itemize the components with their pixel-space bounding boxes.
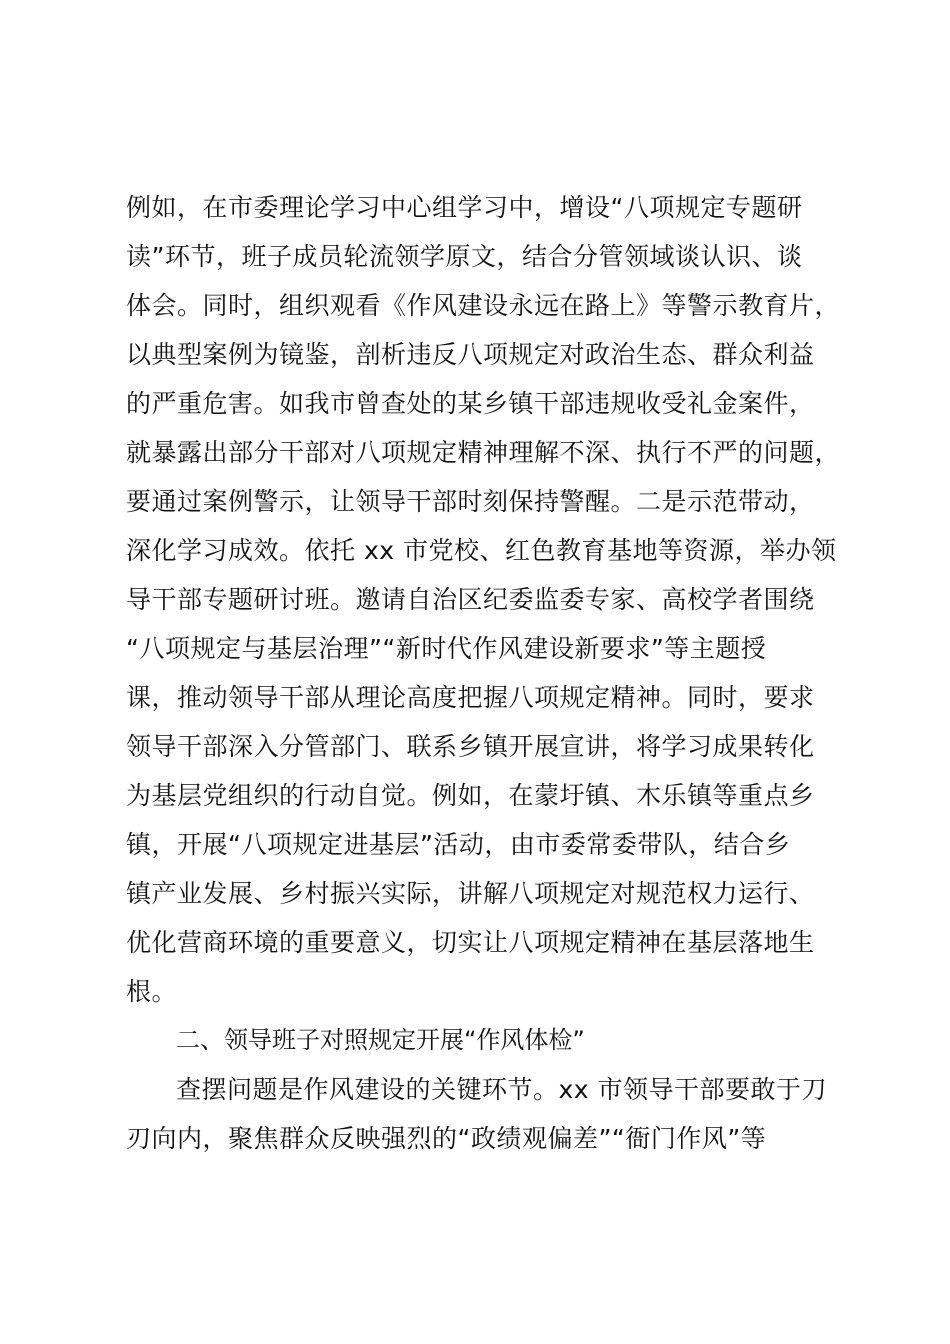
paragraph-line: 就暴露出部分干部对八项规定精神理解不深、执行不严的问题， (126, 438, 841, 467)
document-body (126, 183, 846, 1163)
section-heading: 二、领导班子对照规定开展“作风体检” (176, 1026, 585, 1054)
paragraph-line: 优化营商环境的重要意义，切实让八项规定精神在基层落地生 (126, 928, 815, 957)
paragraph-line: 镇产业发展、乡村振兴实际，讲解八项规定对规范权力运行、 (126, 879, 815, 908)
paragraph-line: 领导干部深入分管部门、联系乡镇开展宣讲，将学习成果转化 (126, 732, 815, 761)
paragraph-line: 课，推动领导干部从理论高度把握八项规定精神。同时，要求 (126, 683, 815, 712)
paragraph-line: 刃向内，聚焦群众反映强烈的“政绩观偏差”“衙门作风”等 (126, 1124, 767, 1153)
paragraph-line: 查摆问题是作风建设的关键环节。xx 市领导干部要敢于刀 (176, 1075, 828, 1104)
paragraph-line: 根。 (126, 977, 178, 1006)
paragraph-line: 例如，在市委理论学习中心组学习中，增设“八项规定专题研 (126, 193, 803, 222)
paragraph-line: 以典型案例为镜鉴，剖析违反八项规定对政治生态、群众利益 (126, 340, 815, 369)
paragraph-line: 的严重危害。如我市曾查处的某乡镇干部违规收受礼金案件， (126, 389, 815, 418)
paragraph-line: 读”环节，班子成员轮流领学原文，结合分管领域谈认识、谈 (126, 242, 803, 271)
paragraph-line: “八项规定与基层治理”“新时代作风建设新要求”等主题授 (126, 634, 767, 663)
paragraph-line: 导干部专题研讨班。邀请自治区纪委监委专家、高校学者围绕 (126, 585, 815, 614)
paragraph-line: 深化学习成效。依托 xx 市党校、红色教育基地等资源，举办领 (126, 536, 837, 565)
paragraph-line: 要通过案例警示，让领导干部时刻保持警醒。二是示范带动， (126, 487, 815, 516)
paragraph-line: 镇，开展“八项规定进基层”活动，由市委常委带队，结合乡 (126, 830, 791, 859)
paragraph-line: 体会。同时，组织观看《作风建设永远在路上》等警示教育片， (126, 291, 841, 320)
paragraph-line: 为基层党组织的行动自觉。例如，在蒙圩镇、木乐镇等重点乡 (126, 781, 815, 810)
